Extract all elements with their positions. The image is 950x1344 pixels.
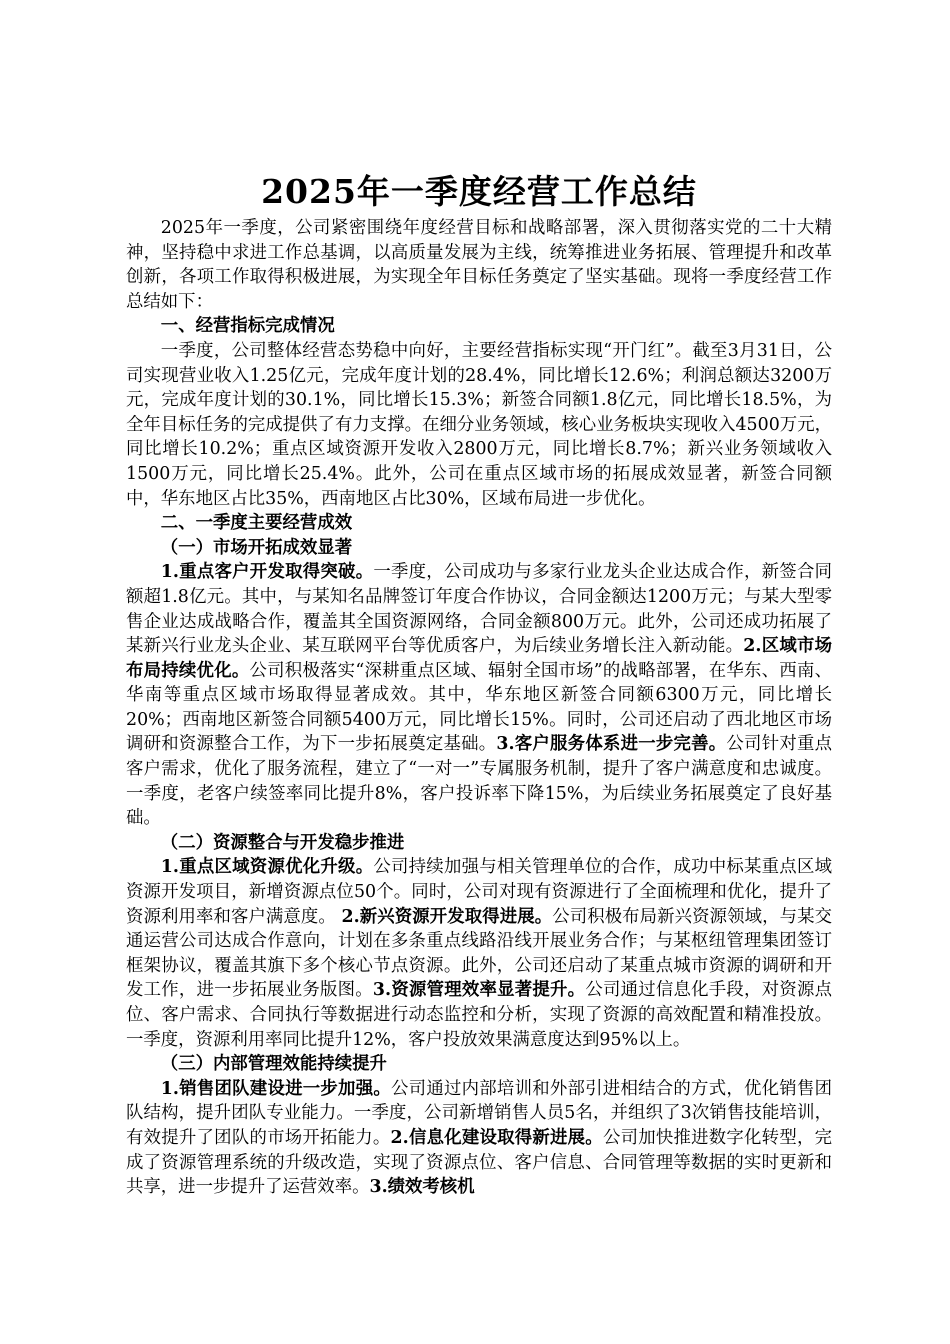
subsection-heading-2: （二）资源整合与开发稳步推进 (160, 832, 405, 853)
item-text: 公司通过内部培训和外部引进相结合的方式，优化销售团队结构，提升团队专业能力。一季度，公司新增销售人员5名，并组织了3次销售技能培训，有效提升了团队的市场开拓能力。 (126, 1078, 832, 1148)
subsection-heading-3: （三）内部管理效能持续提升 (160, 1054, 387, 1075)
item-title: 1.重点区域资源优化升级。 (160, 857, 374, 878)
item-title: 1.销售团队建设进一步加强。 (160, 1078, 392, 1099)
document-title: 2025年一季度经营工作总结 (261, 172, 697, 211)
item-title: 3.客户服务体系进一步完善。 (496, 734, 727, 755)
item-title: 2.新兴资源开发取得进展。 (341, 906, 553, 927)
item-text: 公司针对重点客户需求，优化了服务流程，建立了“一对一”专属服务机制，提升了客户满意度和忠诚度。一季度，老客户续签率同比提升8%，客户投诉率下降15%，为后续业务拓展奠定了良好基础。 (126, 734, 832, 829)
item-title: 1.重点客户开发取得突破。 (160, 562, 374, 583)
item-text: 公司持续加强与相关管理单位的合作，成功中标某重点区域资源开发项目，新增资源点位50个。同时，公司对现有资源进行了全面梳理和优化，提升了资源利用率和客户满意度。 (126, 857, 832, 927)
item-text: 公司积极落实“深耕重点区域、辐射全国市场”的战略部署，在华东、西南、华南等重点区域市场取得显著成效。其中，华东地区新签合同额6300万元，同比增长20%；西南地区新签合同额5400万元，同比增长15%。同时，公司还启动了西北地区市场调研和资源整合工作，为下一步拓展奠定基础。 (126, 660, 832, 755)
subsection-2-paragraph (126, 855, 832, 1052)
item-text: 公司积极布局新兴资源领域，与某交通运营公司达成合作意向，计划在多条重点线路沿线开展业务合作；与某枢纽管理集团签订框架协议，覆盖其旗下多个核心节点资源。此外，公司还启动了某重点城市资源的调研和开发工作，进一步拓展业务版图。 (126, 906, 832, 1001)
section-heading-2: 二、一季度主要经营成效 (160, 513, 353, 534)
subsection-1-paragraph (126, 560, 832, 831)
subsection-heading-1: （一）市场开拓成效显著 (160, 537, 353, 558)
section-1-paragraph: 一季度，公司整体经营态势稳中向好，主要经营指标实现“开门红”。截至3月31日，公司实现营业收入1.25亿元，完成年度计划的28.4%，同比增长12.6%；利润总额达3200万元，完成年度计划的30.1%，同比增长15.3%；新签合同额1.8亿元，同比增长18.5%，为全年目标任务的完成提供了有力支撑。在细分业务领域，核心业务板块实现收入4500万元，同比增长10.2%；重点区域资源开发收入2800万元，同比增长8.7%；新兴业务领域收入1500万元，同比增长25.4%。此外，公司在重点区域市场的拓展成效显著，新签合同额中，华东地区占比35%，西南地区占比30%，区域布局进一步优化。 (126, 340, 832, 509)
section-heading-1: 一、经营指标完成情况 (160, 316, 335, 337)
item-title: 3.绩效考核机 (369, 1177, 475, 1198)
item-text: 公司加快推进数字化转型，完成了资源管理系统的升级改造，实现了资源点位、客户信息、合同管理等数据的实时更新和共享，进一步提升了运营效率。 (126, 1127, 832, 1198)
item-title: 3.资源管理效率显著提升。 (372, 980, 586, 1001)
item-text: 公司通过信息化手段，对资源点位、客户需求、合同执行等数据进行动态监控和分析，实现了资源的高效配置和精准投放。一季度，资源利用率同比提升12%，客户投放效果满意度达到95%以上。 (126, 980, 832, 1050)
subsection-3-paragraph (126, 1077, 832, 1200)
item-title: 2.区域市场布局持续优化。 (126, 636, 832, 681)
intro-paragraph: 2025年一季度，公司紧密围绕年度经营目标和战略部署，深入贯彻落实党的二十大精神，坚持稳中求进工作总基调，以高质量发展为主线，统筹推进业务拓展、管理提升和改革创新，各项工作取得积极进展，为实现全年目标任务奠定了坚实基础。现将一季度经营工作总结如下： (126, 218, 832, 312)
item-title: 2.信息化建设取得新进展。 (390, 1127, 603, 1148)
item-text: 一季度，公司成功与多家行业龙头企业达成合作，新签合同额超1.8亿元。其中，与某知名品牌签订年度合作协议，合同金额达1200万元；与某大型零售企业达成战略合作，覆盖其全国资源网络，合同金额800万元。此外，公司还成功拓展了某新兴行业龙头企业、某互联网平台等优质客户，为后续业务增长注入新动能。 (126, 562, 832, 657)
document-body (126, 170, 832, 1200)
